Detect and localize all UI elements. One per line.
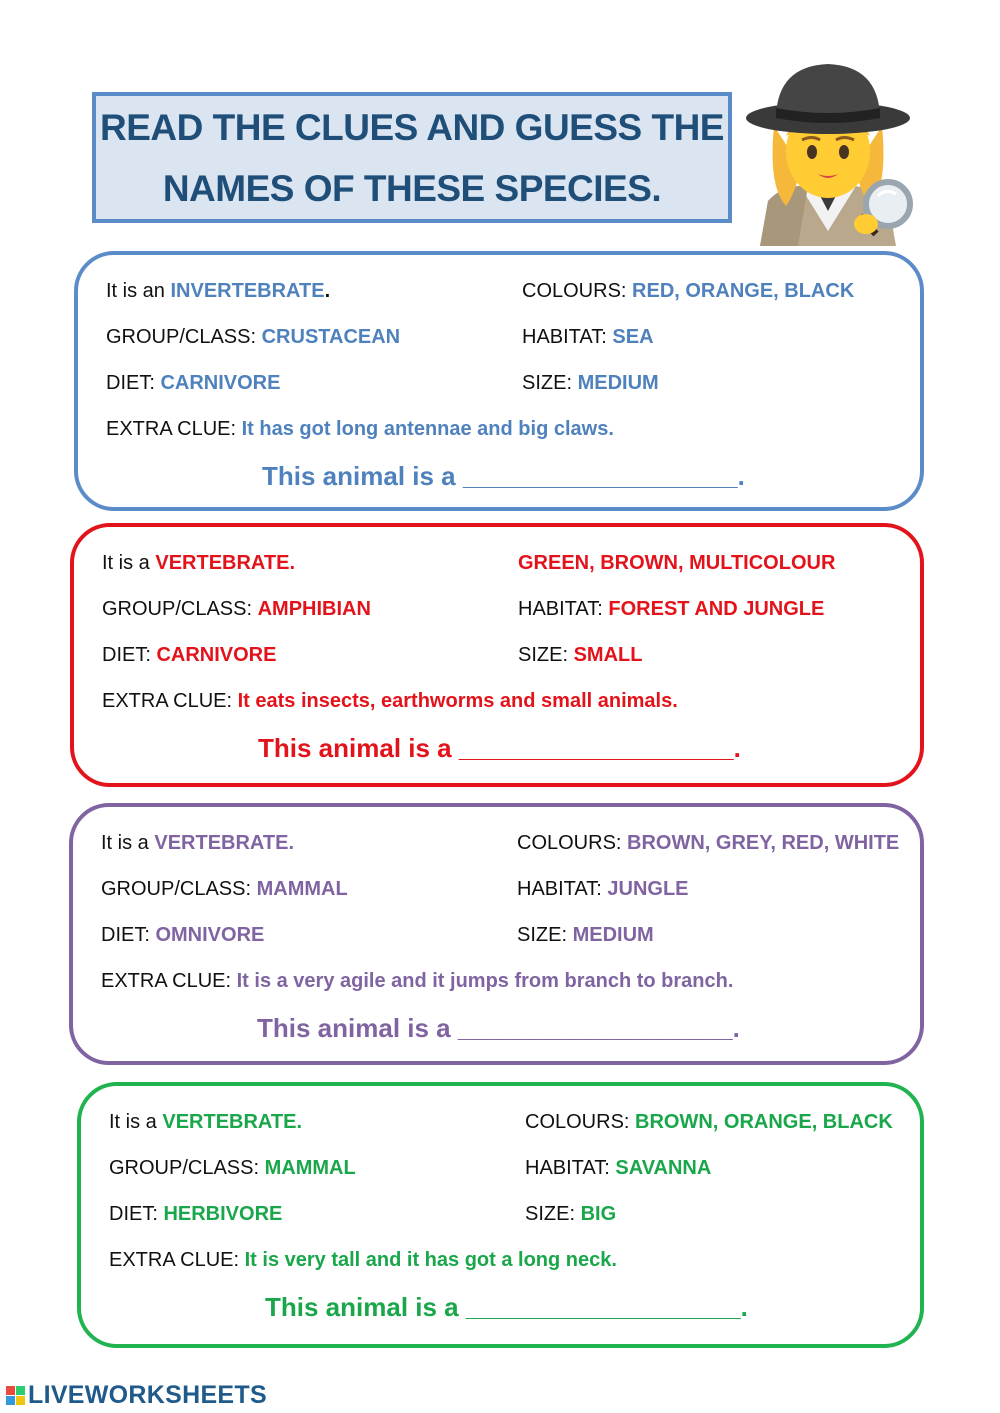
title-box <box>92 92 732 223</box>
brand-name: LIVEWORKSHEETS <box>28 1380 267 1409</box>
diet-clue: DIET: OMNIVORE <box>101 924 265 946</box>
answer-blank[interactable]: This animal is a ___________________. <box>265 1292 748 1322</box>
title-line-2: NAMES OF THESE SPECIES. <box>162 167 662 209</box>
clue-card-4 <box>77 1082 924 1348</box>
group-clue: GROUP/CLASS: MAMMAL <box>101 878 348 900</box>
extra-value: It has got long antennae and big claws. <box>241 418 614 440</box>
extra-value: It eats insects, earthworms and small animals. <box>237 690 678 712</box>
size-value: SMALL <box>573 644 643 666</box>
extra-clue: EXTRA CLUE: It eats insects, earthworms and small animals. <box>102 690 678 712</box>
colours-value: GREEN, BROWN, MULTICOLOUR <box>518 552 836 574</box>
extra-clue: EXTRA CLUE: It has got long antennae and big claws. <box>106 418 614 440</box>
clue-card-1 <box>74 251 924 511</box>
type-value: INVERTEBRATE <box>170 280 325 302</box>
colours-value: BROWN, ORANGE, BLACK <box>635 1111 893 1133</box>
type-clue: It is a VERTEBRATE. <box>102 552 295 574</box>
colours-clue: COLOURS: RED, ORANGE, BLACK <box>522 280 855 302</box>
size-value: MEDIUM <box>572 924 654 946</box>
habitat-clue: HABITAT: FOREST AND JUNGLE <box>518 598 825 620</box>
diet-clue: DIET: CARNIVORE <box>102 644 277 666</box>
clue-card-2 <box>70 523 924 787</box>
group-value: MAMMAL <box>256 878 348 900</box>
logo-blocks-icon <box>6 1386 25 1405</box>
habitat-value: JUNGLE <box>607 878 689 900</box>
extra-clue: EXTRA CLUE: It is a very agile and it jumps from branch to branch. <box>101 970 734 992</box>
type-clue: It is a VERTEBRATE. <box>101 832 294 854</box>
colours-clue <box>518 551 835 575</box>
diet-value: CARNIVORE <box>156 644 277 666</box>
extra-clue: EXTRA CLUE: It is very tall and it has got a long neck. <box>109 1249 617 1271</box>
answer-blank[interactable]: This animal is a ___________________. <box>262 461 745 491</box>
diet-clue: DIET: HERBIVORE <box>109 1203 283 1225</box>
colours-clue: COLOURS: BROWN, GREY, RED, WHITE <box>517 832 900 854</box>
habitat-value: SEA <box>612 326 654 348</box>
type-clue: It is an INVERTEBRATE. <box>106 280 331 302</box>
type-value: VERTEBRATE. <box>155 552 295 574</box>
size-value: BIG <box>580 1203 617 1225</box>
colours-value: RED, ORANGE, BLACK <box>632 280 855 302</box>
group-value: MAMMAL <box>264 1157 356 1179</box>
group-clue: GROUP/CLASS: MAMMAL <box>109 1157 356 1179</box>
extra-value: It is very tall and it has got a long neck. <box>244 1249 617 1271</box>
habitat-clue: HABITAT: SEA <box>522 326 654 348</box>
answer-blank[interactable]: This animal is a ___________________. <box>258 733 741 763</box>
diet-clue: DIET: CARNIVORE <box>106 372 281 394</box>
answer-blank[interactable]: This animal is a ___________________. <box>257 1013 740 1043</box>
diet-value: OMNIVORE <box>155 924 265 946</box>
diet-value: CARNIVORE <box>160 372 281 394</box>
group-clue: GROUP/CLASS: CRUSTACEAN <box>106 326 401 348</box>
woman-detective-icon <box>738 56 918 246</box>
title-line-1: READ THE CLUES AND GUESS THE <box>100 106 724 148</box>
size-value: MEDIUM <box>577 372 659 394</box>
type-clue: It is a VERTEBRATE. <box>109 1111 302 1133</box>
size-clue: SIZE: MEDIUM <box>522 372 659 394</box>
group-clue: GROUP/CLASS: AMPHIBIAN <box>102 598 371 620</box>
type-value: VERTEBRATE. <box>162 1111 302 1133</box>
colours-clue: COLOURS: BROWN, ORANGE, BLACK <box>525 1111 893 1133</box>
habitat-value: SAVANNA <box>615 1157 712 1179</box>
type-value: VERTEBRATE. <box>154 832 294 854</box>
habitat-clue: HABITAT: JUNGLE <box>517 878 689 900</box>
group-value: AMPHIBIAN <box>257 598 371 620</box>
size-clue: SIZE: SMALL <box>518 644 643 666</box>
extra-value: It is a very agile and it jumps from branch to branch. <box>236 970 734 992</box>
habitat-value: FOREST AND JUNGLE <box>608 598 825 620</box>
size-clue: SIZE: BIG <box>525 1203 617 1225</box>
size-clue: SIZE: MEDIUM <box>517 924 654 946</box>
habitat-clue: HABITAT: SAVANNA <box>525 1157 712 1179</box>
liveworksheets-logo <box>6 1381 267 1409</box>
diet-value: HERBIVORE <box>163 1203 283 1225</box>
clue-card-3 <box>69 803 924 1065</box>
colours-value: BROWN, GREY, RED, WHITE <box>627 832 900 854</box>
group-value: CRUSTACEAN <box>261 326 401 348</box>
